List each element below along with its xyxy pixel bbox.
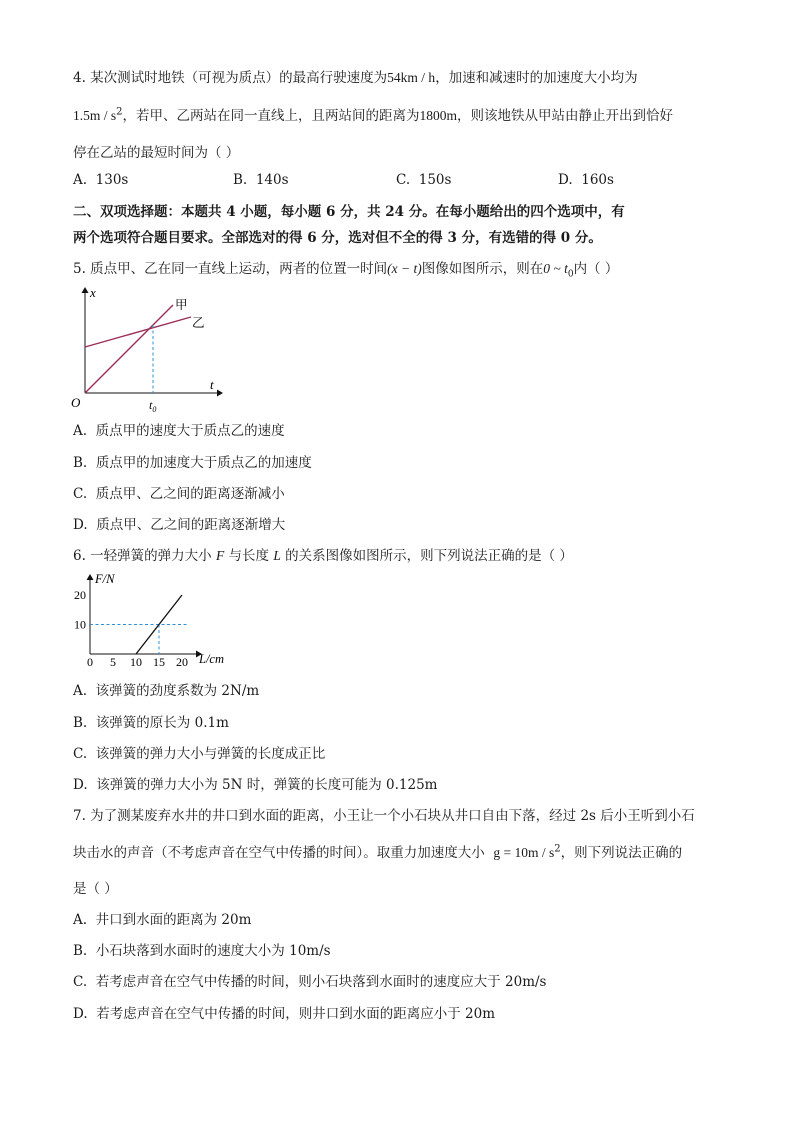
q5-series-jia-label: 甲 — [175, 298, 188, 312]
q5-x-axis-label: t — [210, 377, 214, 392]
q5-option-a[interactable] — [73, 419, 285, 439]
q5-stem-c: 内（ ） — [573, 261, 619, 277]
q4-stem-b: ，加速和减速时的加速度大小均为 — [435, 70, 638, 86]
q4-option-c[interactable] — [396, 172, 451, 188]
q7-option-a[interactable] — [73, 908, 251, 928]
q7-line3: 是（ ） — [73, 881, 118, 897]
option-text: 若考虑声音在空气中传播的时间，则井口到水面的距离应小于 20m — [96, 1006, 496, 1022]
option-key: A. — [73, 423, 88, 439]
option-text: 该弹簧的弹力大小与弹簧的长度成正比 — [95, 746, 326, 762]
q5-stem-paren: (x − t) — [387, 261, 422, 276]
q6-stem — [73, 544, 573, 564]
q6-y-tick-label: 10 — [74, 617, 86, 632]
q6-stem-c: 的关系图像如图所示，则下列说法正确的是（ ） — [285, 548, 573, 564]
q6-option-d[interactable] — [73, 773, 437, 793]
section-2-heading-line1: 二、双项选择题：本题共 4 小题，每小题 6 分，共 24 分。在每小题给出的四个选项中，有 — [73, 204, 625, 220]
q5-option-d[interactable] — [73, 513, 285, 533]
q7-line1: 7. 为了测某废弃水井的井口到水面的距离，小王让一个小石块从井口自由下落，经过 2s 后小王听到小石 — [73, 808, 695, 824]
option-key: B. — [73, 455, 88, 471]
q6-x-tick-label: 5 — [110, 655, 116, 669]
q4-option-b[interactable] — [233, 172, 289, 188]
section-2-heading-line2: 两个选项符合题目要求。全部选对的得 6 分，选对但不全的得 3 分，有选错的得 0 分。 — [73, 230, 602, 246]
q5-xt-graph — [65, 283, 225, 413]
option-key: C. — [396, 172, 411, 188]
q6-x-tick-label: 15 — [153, 655, 165, 669]
q6-x-tick-label: 0 — [87, 655, 93, 669]
option-key: A. — [73, 912, 88, 928]
option-text: 质点甲、乙之间的距离逐渐减小 — [95, 486, 285, 502]
option-text: 小石块落到水面时的速度大小为 10m/s — [95, 943, 331, 959]
q6-x-tick-label: 20 — [176, 655, 188, 669]
q6-stem-b: 与长度 — [228, 548, 270, 564]
q5-stem-sub: 0 — [567, 269, 574, 280]
q6-x-tick-label: 10 — [130, 655, 142, 669]
q5-series-yi-label: 乙 — [192, 316, 205, 330]
q6-y-axis-arrow — [87, 574, 94, 580]
option-key: D. — [73, 777, 88, 793]
q5-t0-label: $t_0$ — [149, 398, 157, 414]
q7-g-expr: g = 10m / s — [493, 845, 555, 860]
option-text: 若考虑声音在空气中传播的时间，则小石块落到水面时的速度应大于 20m/s — [95, 974, 547, 990]
option-text: 130s — [95, 172, 129, 188]
q7-option-b[interactable] — [73, 939, 331, 959]
q6-option-c[interactable] — [73, 742, 325, 762]
option-text: 该弹簧的原长为 0.1m — [95, 715, 229, 731]
q4-speed: 54km / h — [387, 70, 436, 85]
option-key: C. — [73, 486, 88, 502]
q4-stem-a: 4. 某次测试时地铁（可视为质点）的最高行驶速度为 — [73, 70, 388, 86]
q4-option-d[interactable] — [558, 172, 614, 188]
option-text: 该弹簧的弹力大小为 5N 时，弹簧的长度可能为 0.125m — [96, 777, 438, 793]
option-key: D. — [73, 1006, 88, 1022]
q5-stem-range: 0 ~ t — [543, 261, 568, 276]
option-text: 质点甲、乙之间的距离逐渐增大 — [96, 517, 286, 533]
q6-var-f: F — [215, 548, 225, 563]
option-text: 该弹簧的劲度系数为 2N/m — [95, 683, 260, 699]
q4-option-a[interactable] — [73, 172, 128, 188]
option-key: C. — [73, 974, 88, 990]
q6-x-axis-label: L/cm — [199, 652, 224, 666]
option-key: D. — [73, 517, 88, 533]
q7-line2 — [73, 841, 682, 861]
q7-stem-a: 块击水的声音（不考虑声音在空气中传播的时间）。取重力加速度大小 — [73, 845, 485, 861]
q5-option-b[interactable] — [73, 451, 312, 471]
q7-stem-b: ，则下列说法正确的 — [560, 845, 683, 861]
option-text: 150s — [418, 172, 452, 188]
q4-line1 — [73, 66, 638, 86]
q4-accel: 1.5m / s — [73, 108, 117, 123]
option-key: C. — [73, 746, 88, 762]
q4-distance: 1800m — [419, 108, 458, 123]
q4-stem-c: ，若甲、乙两站在同一直线上，且两站间的距离为 — [122, 108, 420, 124]
option-key: B. — [73, 715, 88, 731]
q5-stem-b: 图像如图所示，则在 — [421, 261, 544, 277]
q5-y-axis-arrow — [82, 287, 89, 293]
option-text: 140s — [255, 172, 289, 188]
q4-accel-exp: 2 — [116, 106, 123, 118]
q5-stem — [73, 257, 618, 280]
q7-option-d[interactable] — [73, 1002, 495, 1022]
q6-y-axis-label: F/N — [95, 572, 115, 586]
q5-y-axis-label: x — [90, 285, 96, 300]
q5-origin-label: O — [71, 395, 81, 410]
option-key: D. — [558, 172, 573, 188]
q6-y-tick-label: 20 — [74, 588, 86, 602]
q6-stem-a: 6. 一轻弹簧的弹力大小 — [73, 548, 212, 564]
option-text: 160s — [581, 172, 614, 188]
q5-series-yi-line — [85, 317, 191, 347]
option-key: A. — [73, 172, 88, 188]
q6-option-a[interactable] — [73, 679, 259, 699]
option-text: 质点甲的加速度大于质点乙的加速度 — [95, 455, 312, 471]
q6-var-l: L — [273, 548, 281, 563]
option-text: 质点甲的速度大于质点乙的速度 — [95, 423, 285, 439]
q5-option-c[interactable] — [73, 482, 285, 502]
option-text: 井口到水面的距离为 20m — [95, 912, 252, 928]
q6-option-b[interactable] — [73, 711, 229, 731]
q4-stem-d: ，则该地铁从甲站由静止开出到恰好 — [457, 108, 674, 124]
q5-stem-a: 5. 质点甲、乙在同一直线上运动，两者的位置一时间 — [73, 261, 388, 277]
q4-line3: 停在乙站的最短时间为（ ） — [73, 145, 240, 161]
option-key: A. — [73, 683, 88, 699]
q7-option-c[interactable] — [73, 970, 546, 990]
q5-series-jia-line — [85, 305, 173, 393]
q5-x-axis-arrow — [217, 390, 223, 397]
option-key: B. — [233, 172, 248, 188]
q7-g-exp: 2 — [554, 843, 561, 855]
option-key: B. — [73, 943, 88, 959]
q4-line2 — [73, 104, 673, 124]
q6-force-length-chart — [68, 570, 248, 670]
